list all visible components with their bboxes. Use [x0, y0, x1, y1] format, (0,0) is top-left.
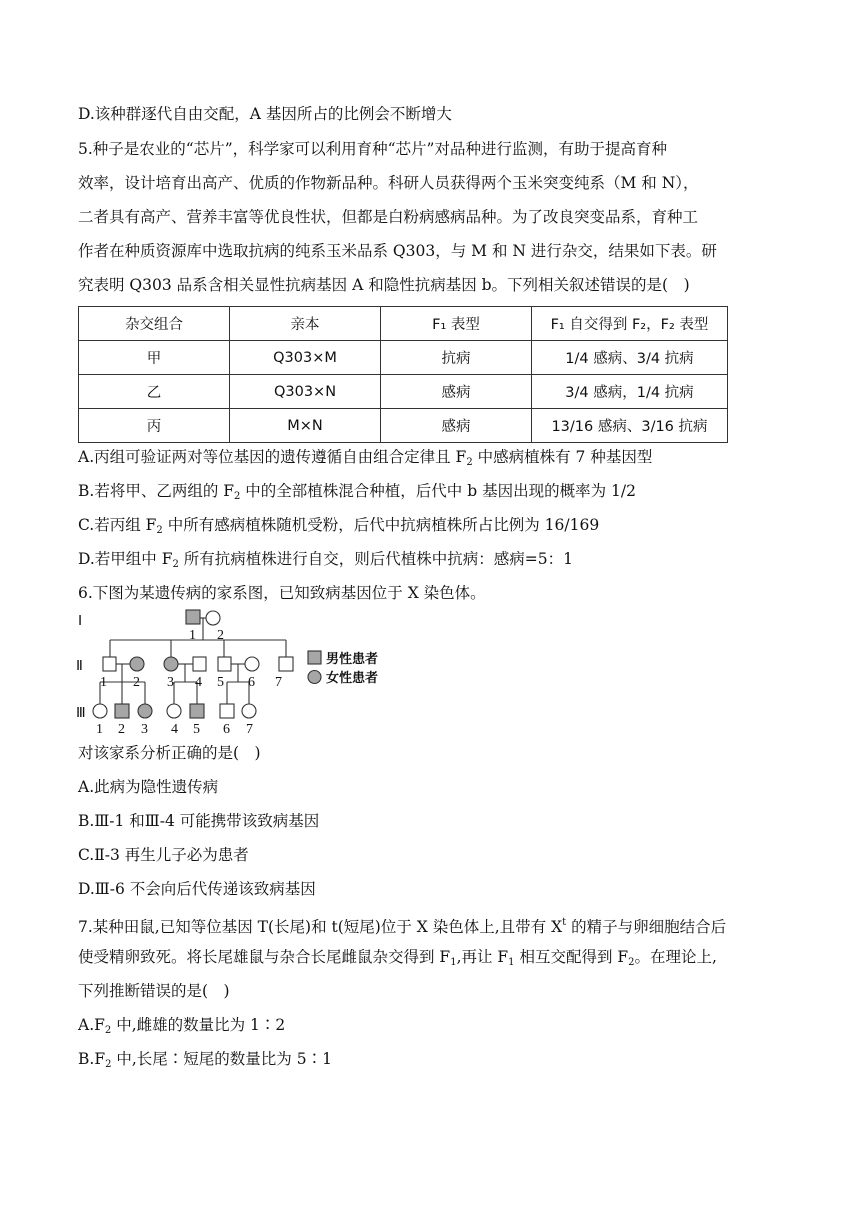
individual-number: 1: [96, 722, 103, 737]
question-7-stem-line: 7.某种田鼠,已知等位基因 T(长尾)和 t(短尾)位于 X 染色体上,且带有 $X^t$ 的精子与卵细胞结合后: [78, 917, 727, 936]
individual-number: 3: [141, 722, 148, 737]
individual-number: 1: [189, 628, 196, 643]
table-cell: M×N: [230, 409, 381, 443]
table-cell: 1/4 感病、3/4 抗病: [532, 341, 728, 375]
table-header-row: [79, 307, 728, 341]
table-cell: 感病: [381, 375, 532, 409]
question-7-stem-line: 下列推断错误的是( ): [78, 982, 230, 1000]
generation-label: Ⅰ: [78, 614, 83, 629]
table-cell: 感病: [381, 409, 532, 443]
question-6-option-b: B.Ⅲ-1 和Ⅲ-4 可能携带该致病基因: [78, 812, 320, 830]
table-cell: 丙: [79, 409, 230, 443]
individual-number: 6: [248, 675, 255, 690]
question-6-ask: 对该家系分析正确的是( ): [78, 744, 261, 762]
question-5-option-c: C.若丙组 $F_2$ 中所有感病植株随机受粉，后代中抗病植株所占比例为 16/169: [78, 516, 600, 536]
table-header-cell: 亲本: [230, 307, 381, 341]
individual-number: 4: [195, 675, 202, 690]
individual-number: 7: [246, 722, 253, 737]
table-cell: 13/16 感病、3/16 抗病: [532, 409, 728, 443]
individual-number: 3: [167, 675, 174, 690]
pedigree-female: [245, 657, 259, 671]
pedigree-male: [220, 704, 234, 718]
table-header-cell: 杂交组合: [79, 307, 230, 341]
individual-number: 2: [118, 722, 125, 737]
individual-number: 6: [223, 722, 230, 737]
legend-male-symbol: [308, 651, 321, 664]
option-d-previous: D.该种群逐代自由交配，A 基因所占的比例会不断增大: [78, 105, 452, 123]
question-7-option-a: $A.F_2$ 中,雌雄的数量比为 1∶2: [78, 1016, 286, 1036]
question-5-stem-line: 作者在种质资源库中选取抗病的纯系玉米品系 Q303，与 M 和 N 进行杂交，结果如下表。研: [78, 242, 717, 260]
pedigree-affected-male: [190, 704, 204, 718]
question-5-option-b: B.若将甲、乙两组的 $F_2$ 中的全部植株混合种植，后代中 b 基因出现的概率为 1/2: [78, 482, 636, 502]
pedigree-affected-female: [130, 657, 144, 671]
table-cell: 3/4 感病，1/4 抗病: [532, 375, 728, 409]
pedigree-chart: [76, 606, 406, 738]
generation-label: Ⅱ: [76, 659, 83, 674]
table-row: [79, 409, 728, 443]
legend-female-symbol: [308, 671, 321, 684]
individual-number: 5: [193, 722, 200, 737]
generation-label: Ⅲ: [76, 706, 86, 721]
question-5-stem-line: 二者具有高产、营养丰富等优良性状，但都是白粉病感病品种。为了改良突变品系，育种工: [78, 208, 699, 226]
table-cell: 甲: [79, 341, 230, 375]
table-row: [79, 375, 728, 409]
table-cell: Q303×M: [230, 341, 381, 375]
question-5-stem-line: 究表明 Q303 品系含相关显性抗病基因 A 和隐性抗病基因 b。下列相关叙述错误的是( ): [78, 276, 690, 294]
question-5-option-d: D.若甲组中 $F_2$ 所有抗病植株进行自交，则后代植株中抗病：感病=5：1: [78, 550, 573, 570]
table-row: [79, 341, 728, 375]
question-6-option-d: D.Ⅲ-6 不会向后代传递该致病基因: [78, 880, 316, 898]
question-5-stem-line: 5.种子是农业的“芯片”，科学家可以利用育种“芯片”对品种进行监测，有助于提高育种: [78, 140, 667, 158]
question-6-option-c: C.Ⅱ-3 再生儿子必为患者: [78, 846, 249, 864]
pedigree-affected-female: [164, 657, 178, 671]
pedigree-female: [167, 704, 181, 718]
individual-number: 2: [217, 628, 224, 643]
cross-results-table: [78, 306, 728, 443]
pedigree-affected-male: [115, 704, 129, 718]
pedigree-male: [279, 657, 293, 671]
pedigree-female: [242, 704, 256, 718]
pedigree-female: [93, 704, 107, 718]
legend-male-label: 男性患者: [326, 652, 379, 667]
pedigree-affected-female: [138, 704, 152, 718]
table-cell: 抗病: [381, 341, 532, 375]
individual-number: 4: [171, 722, 178, 737]
table-cell: 乙: [79, 375, 230, 409]
table-cell: Q303×N: [230, 375, 381, 409]
pedigree-male: [103, 657, 116, 671]
individual-number: 7: [275, 675, 282, 690]
pedigree-affected-male: [186, 610, 200, 624]
pedigree-male: [193, 657, 206, 671]
table-header-cell: F₁ 自交得到 F₂，F₂ 表型: [532, 307, 728, 341]
question-7-option-b: $B.F_2$ 中,长尾∶短尾的数量比为 5∶1: [78, 1050, 332, 1070]
question-6-stem: 6.下图为某遗传病的家系图，已知致病基因位于 X 染色体。: [78, 584, 486, 602]
question-6-option-a: A.此病为隐性遗传病: [78, 778, 219, 796]
pedigree-female: [206, 611, 220, 625]
question-5-option-a: A.丙组可验证两对等位基因的遗传遵循自由组合定律且 $F_2$ 中感病植株有 7 种基因型: [78, 448, 653, 468]
individual-number: 2: [133, 675, 140, 690]
legend-female-label: 女性患者: [326, 671, 379, 686]
pedigree-male: [218, 657, 231, 671]
question-5-stem-line: 效率，设计培育出高产、优质的作物新品种。科研人员获得两个玉米突变纯系（M 和 N），: [78, 174, 699, 192]
table-header-cell: F₁ 表型: [381, 307, 532, 341]
individual-number: 5: [217, 675, 224, 690]
question-7-stem-line: 使受精卵致死。将长尾雄鼠与杂合长尾雌鼠杂交得到 $F_1$,再让 $F_1$ 相互交配得到 $F_2$。在理论上,: [78, 948, 717, 968]
individual-number: 1: [100, 675, 107, 690]
